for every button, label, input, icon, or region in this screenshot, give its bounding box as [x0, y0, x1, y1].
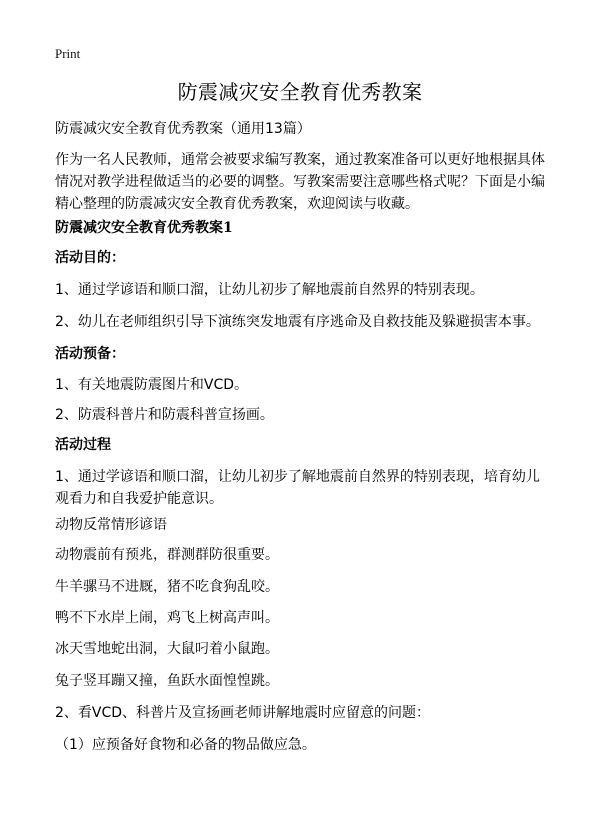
goal-item-1: 1、通过学谚语和顺口溜，让幼儿初步了解地震前自然界的特别表现。	[55, 282, 484, 298]
subtitle: 防震减灾安全教育优秀教案（通用13篇）	[55, 121, 311, 137]
process-item-2: 2、看VCD、科普片及宣扬画老师讲解地震时应留意的问题：	[55, 705, 431, 721]
rhyme-line-3: 鸭不下水岸上闹，鸡飞上树高声叫。	[55, 610, 279, 626]
prep-item-1: 1、有关地震防震图片和VCD。	[55, 377, 249, 393]
rhyme-line-1: 动物震前有预兆，群测群防很重要。	[55, 547, 279, 563]
rhymes-title: 动物反常情形谚语	[55, 517, 167, 533]
rhyme-line-2: 牛羊骡马不进厩，猪不吃食狗乱咬。	[55, 579, 279, 595]
rhyme-line-5: 兔子竖耳蹦又撞，鱼跃水面惶惶跳。	[55, 673, 279, 689]
rhyme-line-4: 冰天雪地蛇出洞，大鼠叼着小鼠跑。	[55, 641, 279, 657]
intro-paragraph: 作为一名人民教师，通常会被要求编写教案，通过教案准备可以更好地根据具体情况对教学进程做适当的必要的调整。写教案需要注意哪些格式呢？下面是小编精心整理的防震减灾安全教育优秀教案，欢迎阅读与收藏。	[55, 152, 545, 212]
print-label: Print	[55, 46, 81, 61]
process-item-1: 1、通过学谚语和顺口溜，让幼儿初步了解地震前自然界的特别表现，培育幼儿观看力和自我爱护能意识。	[55, 469, 540, 507]
process-item-2-sub-1: （1）应预备好食物和必备的物品做应急。	[55, 737, 316, 753]
section-heading: 防震减灾安全教育优秀教案1	[55, 220, 233, 236]
prep-heading: 活动预备：	[55, 346, 125, 362]
page-title: 防震减灾安全教育优秀教案	[177, 80, 423, 104]
process-heading: 活动过程	[55, 437, 111, 453]
prep-item-2: 2、防震科普片和防震科普宣扬画。	[55, 407, 274, 423]
goals-heading: 活动目的：	[55, 250, 125, 266]
goal-item-2: 2、幼儿在老师组织引导下演练突发地震有序逃命及自救技能及躲避损害本事。	[55, 314, 540, 330]
